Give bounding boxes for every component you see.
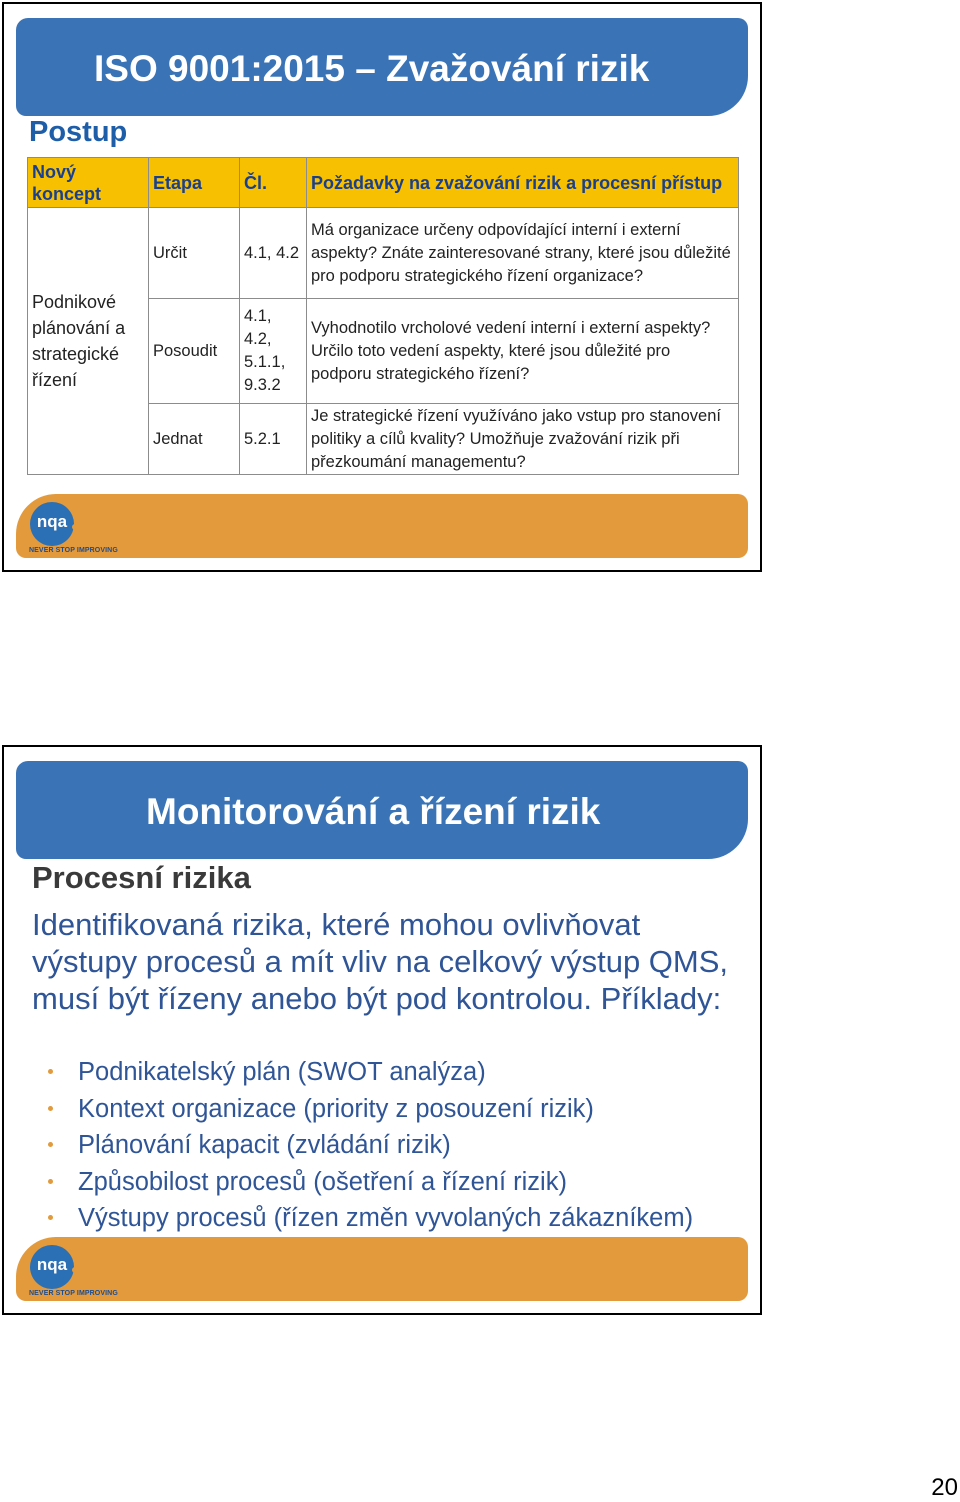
bullet-icon xyxy=(48,1106,53,1111)
clause-cell: 4.1, 4.2 xyxy=(240,208,307,299)
list-item: Plánování kapacit (zvládání rizik) xyxy=(48,1127,693,1164)
slide-title: ISO 9001:2015 – Zvažování rizik xyxy=(94,48,650,89)
etapa-cell: Určit xyxy=(149,208,240,299)
bullet-icon xyxy=(48,1069,53,1074)
bullet-icon xyxy=(48,1215,53,1220)
requirement-cell: Má organizace určeny odpovídající interní i externí aspekty? Znáte zainteresované strany, které jsou důležité pro podporu strategického řízení organizace? xyxy=(307,208,739,299)
page-number: 20 xyxy=(931,1474,958,1501)
concept-cell: Podnikové plánování a strategické řízení xyxy=(28,208,149,475)
nqa-logo xyxy=(30,502,74,546)
etapa-cell: Jednat xyxy=(149,404,240,475)
list-item: Kontext organizace (priority z posouzení rizik) xyxy=(48,1091,693,1128)
table-header-row xyxy=(28,158,739,208)
footer-band xyxy=(16,494,748,558)
etapa-cell: Posoudit xyxy=(149,299,240,404)
slide-1 xyxy=(2,2,762,572)
clause-cell: 5.2.1 xyxy=(240,404,307,475)
logo-tagline: NEVER STOP IMPROVING xyxy=(29,547,118,554)
section-heading: Postup xyxy=(29,116,128,148)
header-etapa: Etapa xyxy=(149,158,240,208)
bullet-icon xyxy=(48,1142,53,1147)
slide-title: Monitorování a řízení rizik xyxy=(146,791,601,832)
list-item: Podnikatelský plán (SWOT analýza) xyxy=(48,1054,693,1091)
footer-band xyxy=(16,1237,748,1301)
requirement-cell: Vyhodnotilo vrcholové vedení interní i externí aspekty? Určilo toto vedení aspekty, které jsou důležité pro podporu strategického řízení? xyxy=(307,299,739,404)
logo-text: nqa xyxy=(36,1255,68,1274)
header-clause: Čl. xyxy=(240,158,307,208)
section-heading: Procesní rizika xyxy=(32,860,251,895)
list-item: Způsobilost procesů (ošetření a řízení rizik) xyxy=(48,1164,693,1201)
list-item: Výstupy procesů (řízen změn vyvolaných zákazníkem) xyxy=(48,1200,693,1237)
table-row xyxy=(28,208,739,299)
requirement-cell: Je strategické řízení využíváno jako vstup pro stanovení politiky a cílů kvality? Umožňuje zvažování rizik při přezkoumání managementu? xyxy=(307,404,739,475)
logo-tagline: NEVER STOP IMPROVING xyxy=(29,1290,118,1297)
header-concept: Nový koncept xyxy=(28,158,149,208)
logo-text: nqa xyxy=(36,512,68,531)
header-requirements: Požadavky na zvažování rizik a procesní přístup xyxy=(307,158,739,208)
intro-paragraph: Identifikovaná rizika, které mohou ovlivňovat výstupy procesů a mít vliv na celkový výstup QMS, musí být řízeny anebo být pod kontrolou. Příklady: xyxy=(32,907,729,1016)
nqa-logo xyxy=(30,1245,74,1289)
bullet-icon xyxy=(48,1179,53,1184)
clause-cell: 4.1, 4.2, 5.1.1, 9.3.2 xyxy=(240,299,307,404)
requirements-table xyxy=(27,157,739,475)
examples-list xyxy=(48,1054,693,1237)
